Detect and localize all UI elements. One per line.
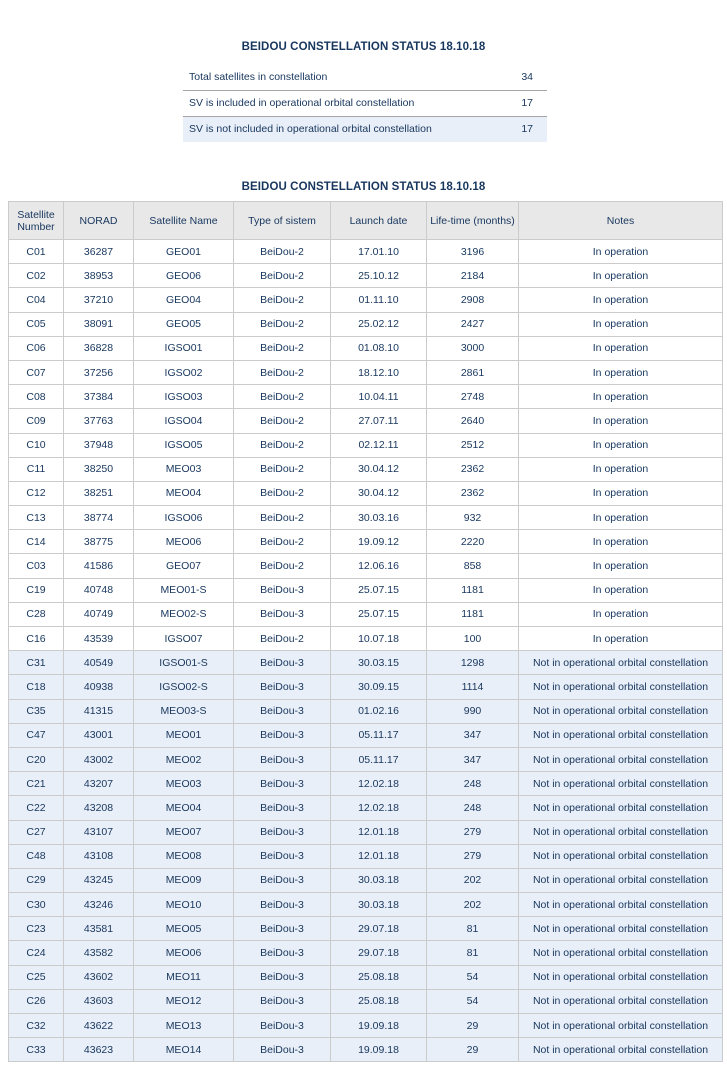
cell-satellite-number: C27 [9, 820, 64, 844]
cell-life-time-months: 2362 [427, 457, 519, 481]
cell-launch-date: 02.12.11 [331, 433, 427, 457]
cell-norad: 38251 [64, 481, 134, 505]
cell-satellite-name: MEO02-S [134, 602, 234, 626]
cell-type-of-system: BeiDou-2 [234, 530, 331, 554]
cell-satellite-number: C12 [9, 481, 64, 505]
cell-norad: 43002 [64, 747, 134, 771]
cell-notes: In operation [519, 264, 723, 288]
cell-notes: Not in operational orbital constellation [519, 989, 723, 1013]
cell-satellite-number: C23 [9, 917, 64, 941]
cell-life-time-months: 202 [427, 893, 519, 917]
cell-satellite-number: C10 [9, 433, 64, 457]
summary-row-value: 17 [521, 97, 533, 109]
cell-life-time-months: 2861 [427, 360, 519, 384]
summary-row-label: SV is included in operational orbital constellation [189, 97, 415, 109]
cell-notes: In operation [519, 530, 723, 554]
table-row [9, 699, 723, 723]
table-row [9, 989, 723, 1013]
table-row [9, 457, 723, 481]
cell-satellite-name: IGSO06 [134, 506, 234, 530]
cell-life-time-months: 1298 [427, 651, 519, 675]
cell-norad: 38774 [64, 506, 134, 530]
cell-satellite-name: MEO09 [134, 868, 234, 892]
cell-satellite-number: C48 [9, 844, 64, 868]
cell-life-time-months: 2908 [427, 288, 519, 312]
cell-norad: 37210 [64, 288, 134, 312]
cell-launch-date: 05.11.17 [331, 723, 427, 747]
cell-launch-date: 30.03.15 [331, 651, 427, 675]
cell-type-of-system: BeiDou-2 [234, 288, 331, 312]
cell-life-time-months: 347 [427, 747, 519, 771]
cell-norad: 43623 [64, 1038, 134, 1062]
cell-life-time-months: 29 [427, 1014, 519, 1038]
cell-type-of-system: BeiDou-2 [234, 627, 331, 651]
cell-satellite-number: C28 [9, 602, 64, 626]
cell-launch-date: 12.01.18 [331, 820, 427, 844]
cell-type-of-system: BeiDou-3 [234, 965, 331, 989]
cell-type-of-system: BeiDou-3 [234, 868, 331, 892]
cell-notes: Not in operational orbital constellation [519, 844, 723, 868]
cell-life-time-months: 2362 [427, 481, 519, 505]
cell-norad: 43603 [64, 989, 134, 1013]
cell-satellite-name: MEO11 [134, 965, 234, 989]
summary-row [183, 116, 547, 142]
cell-satellite-name: MEO04 [134, 481, 234, 505]
cell-satellite-name: GEO06 [134, 264, 234, 288]
cell-satellite-name: IGSO04 [134, 409, 234, 433]
cell-life-time-months: 2640 [427, 409, 519, 433]
cell-satellite-name: IGSO05 [134, 433, 234, 457]
summary-row [183, 64, 547, 90]
cell-launch-date: 19.09.12 [331, 530, 427, 554]
cell-type-of-system: BeiDou-2 [234, 481, 331, 505]
cell-satellite-name: MEO06 [134, 530, 234, 554]
cell-notes: In operation [519, 457, 723, 481]
cell-launch-date: 30.09.15 [331, 675, 427, 699]
cell-satellite-name: MEO04 [134, 796, 234, 820]
table-row [9, 917, 723, 941]
cell-life-time-months: 248 [427, 772, 519, 796]
cell-satellite-name: IGSO07 [134, 627, 234, 651]
cell-notes: Not in operational orbital constellation [519, 747, 723, 771]
cell-type-of-system: BeiDou-2 [234, 409, 331, 433]
cell-launch-date: 10.04.11 [331, 385, 427, 409]
cell-type-of-system: BeiDou-2 [234, 385, 331, 409]
table-row [9, 506, 723, 530]
cell-launch-date: 27.07.11 [331, 409, 427, 433]
cell-satellite-name: MEO01-S [134, 578, 234, 602]
table-row [9, 481, 723, 505]
summary-row-value: 17 [521, 123, 533, 136]
cell-type-of-system: BeiDou-3 [234, 651, 331, 675]
cell-notes: In operation [519, 602, 723, 626]
column-header-launch-date: Launch date [331, 202, 427, 240]
cell-satellite-number: C04 [9, 288, 64, 312]
cell-norad: 43207 [64, 772, 134, 796]
cell-satellite-number: C03 [9, 554, 64, 578]
cell-launch-date: 01.08.10 [331, 336, 427, 360]
cell-satellite-number: C32 [9, 1014, 64, 1038]
table-row [9, 385, 723, 409]
cell-type-of-system: BeiDou-3 [234, 893, 331, 917]
cell-life-time-months: 3000 [427, 336, 519, 360]
table-row [9, 844, 723, 868]
cell-type-of-system: BeiDou-3 [234, 602, 331, 626]
cell-notes: In operation [519, 554, 723, 578]
cell-satellite-name: MEO01 [134, 723, 234, 747]
summary-row-label: SV is not included in operational orbital constellation [189, 123, 432, 136]
cell-satellite-name: MEO06 [134, 941, 234, 965]
cell-notes: In operation [519, 627, 723, 651]
cell-type-of-system: BeiDou-2 [234, 264, 331, 288]
summary-table-body [183, 64, 547, 142]
cell-norad: 40549 [64, 651, 134, 675]
cell-satellite-name: MEO03 [134, 457, 234, 481]
cell-satellite-number: C20 [9, 747, 64, 771]
cell-satellite-number: C26 [9, 989, 64, 1013]
cell-norad: 38091 [64, 312, 134, 336]
cell-norad: 43108 [64, 844, 134, 868]
cell-norad: 43246 [64, 893, 134, 917]
table-row [9, 796, 723, 820]
table-row [9, 288, 723, 312]
table-row [9, 602, 723, 626]
cell-norad: 36828 [64, 336, 134, 360]
cell-type-of-system: BeiDou-3 [234, 747, 331, 771]
cell-life-time-months: 1181 [427, 602, 519, 626]
cell-launch-date: 25.07.15 [331, 602, 427, 626]
cell-notes: Not in operational orbital constellation [519, 868, 723, 892]
cell-life-time-months: 202 [427, 868, 519, 892]
cell-life-time-months: 3196 [427, 240, 519, 264]
summary-title: BEIDOU CONSTELLATION STATUS 18.10.18 [241, 41, 486, 53]
cell-type-of-system: BeiDou-2 [234, 506, 331, 530]
cell-satellite-number: C24 [9, 941, 64, 965]
cell-satellite-number: C19 [9, 578, 64, 602]
cell-satellite-number: C07 [9, 360, 64, 384]
cell-type-of-system: BeiDou-2 [234, 433, 331, 457]
cell-type-of-system: BeiDou-3 [234, 941, 331, 965]
cell-notes: Not in operational orbital constellation [519, 1038, 723, 1062]
cell-notes: Not in operational orbital constellation [519, 651, 723, 675]
cell-norad: 43602 [64, 965, 134, 989]
cell-life-time-months: 1114 [427, 675, 519, 699]
cell-satellite-name: MEO02 [134, 747, 234, 771]
table-row [9, 723, 723, 747]
cell-norad: 43107 [64, 820, 134, 844]
cell-norad: 37763 [64, 409, 134, 433]
cell-life-time-months: 347 [427, 723, 519, 747]
cell-life-time-months: 54 [427, 989, 519, 1013]
cell-satellite-number: C21 [9, 772, 64, 796]
cell-norad: 43581 [64, 917, 134, 941]
cell-norad: 37948 [64, 433, 134, 457]
cell-life-time-months: 858 [427, 554, 519, 578]
cell-norad: 38953 [64, 264, 134, 288]
cell-satellite-number: C29 [9, 868, 64, 892]
table-row [9, 747, 723, 771]
cell-life-time-months: 81 [427, 941, 519, 965]
cell-norad: 40748 [64, 578, 134, 602]
column-header-satellite-name: Satellite Name [134, 202, 234, 240]
table-row [9, 893, 723, 917]
cell-notes: Not in operational orbital constellation [519, 772, 723, 796]
cell-launch-date: 25.08.18 [331, 989, 427, 1013]
cell-type-of-system: BeiDou-3 [234, 844, 331, 868]
cell-launch-date: 01.02.16 [331, 699, 427, 723]
cell-notes: Not in operational orbital constellation [519, 675, 723, 699]
column-header-satellite-number: Satellite Number [9, 202, 64, 240]
cell-notes: In operation [519, 312, 723, 336]
cell-life-time-months: 2184 [427, 264, 519, 288]
cell-norad: 37256 [64, 360, 134, 384]
cell-satellite-name: MEO13 [134, 1014, 234, 1038]
constellation-table-body [9, 240, 723, 1062]
cell-life-time-months: 29 [427, 1038, 519, 1062]
table-row [9, 578, 723, 602]
cell-satellite-number: C16 [9, 627, 64, 651]
cell-satellite-number: C31 [9, 651, 64, 675]
cell-notes: In operation [519, 433, 723, 457]
cell-launch-date: 10.07.18 [331, 627, 427, 651]
cell-type-of-system: BeiDou-3 [234, 772, 331, 796]
cell-life-time-months: 2427 [427, 312, 519, 336]
cell-norad: 43622 [64, 1014, 134, 1038]
cell-type-of-system: BeiDou-2 [234, 240, 331, 264]
cell-satellite-number: C13 [9, 506, 64, 530]
cell-satellite-name: MEO12 [134, 989, 234, 1013]
cell-satellite-name: MEO05 [134, 917, 234, 941]
cell-norad: 38775 [64, 530, 134, 554]
cell-launch-date: 12.02.18 [331, 796, 427, 820]
table-row [9, 627, 723, 651]
cell-notes: Not in operational orbital constellation [519, 941, 723, 965]
cell-launch-date: 12.06.16 [331, 554, 427, 578]
cell-satellite-number: C18 [9, 675, 64, 699]
summary-table [183, 64, 547, 142]
cell-notes: Not in operational orbital constellation [519, 917, 723, 941]
cell-satellite-number: C47 [9, 723, 64, 747]
cell-life-time-months: 2748 [427, 385, 519, 409]
cell-launch-date: 19.09.18 [331, 1014, 427, 1038]
cell-notes: In operation [519, 506, 723, 530]
cell-satellite-name: IGSO03 [134, 385, 234, 409]
cell-norad: 37384 [64, 385, 134, 409]
cell-life-time-months: 81 [427, 917, 519, 941]
cell-notes: In operation [519, 336, 723, 360]
cell-satellite-number: C11 [9, 457, 64, 481]
cell-launch-date: 05.11.17 [331, 747, 427, 771]
cell-launch-date: 30.03.18 [331, 868, 427, 892]
cell-notes: Not in operational orbital constellation [519, 1014, 723, 1038]
cell-notes: In operation [519, 240, 723, 264]
cell-launch-date: 30.03.16 [331, 506, 427, 530]
cell-launch-date: 25.07.15 [331, 578, 427, 602]
table-row [9, 965, 723, 989]
cell-life-time-months: 279 [427, 820, 519, 844]
cell-life-time-months: 932 [427, 506, 519, 530]
cell-satellite-number: C08 [9, 385, 64, 409]
cell-type-of-system: BeiDou-3 [234, 675, 331, 699]
cell-launch-date: 30.04.12 [331, 457, 427, 481]
table-row [9, 409, 723, 433]
cell-type-of-system: BeiDou-2 [234, 457, 331, 481]
cell-norad: 43001 [64, 723, 134, 747]
cell-life-time-months: 279 [427, 844, 519, 868]
cell-satellite-name: IGSO02 [134, 360, 234, 384]
cell-launch-date: 12.02.18 [331, 772, 427, 796]
cell-type-of-system: BeiDou-2 [234, 336, 331, 360]
cell-norad: 40749 [64, 602, 134, 626]
cell-satellite-number: C35 [9, 699, 64, 723]
cell-type-of-system: BeiDou-3 [234, 796, 331, 820]
cell-norad: 38250 [64, 457, 134, 481]
column-header-norad: NORAD [64, 202, 134, 240]
cell-type-of-system: BeiDou-3 [234, 820, 331, 844]
main-table-title: BEIDOU CONSTELLATION STATUS 18.10.18 [241, 181, 486, 193]
cell-satellite-number: C01 [9, 240, 64, 264]
cell-satellite-name: GEO04 [134, 288, 234, 312]
cell-satellite-number: C25 [9, 965, 64, 989]
cell-satellite-name: IGSO01-S [134, 651, 234, 675]
cell-life-time-months: 2220 [427, 530, 519, 554]
cell-norad: 41315 [64, 699, 134, 723]
cell-launch-date: 18.12.10 [331, 360, 427, 384]
table-row [9, 675, 723, 699]
cell-notes: In operation [519, 288, 723, 312]
summary-row [183, 90, 547, 116]
cell-norad: 36287 [64, 240, 134, 264]
cell-life-time-months: 100 [427, 627, 519, 651]
cell-satellite-name: MEO14 [134, 1038, 234, 1062]
summary-row-value: 34 [521, 70, 533, 83]
cell-satellite-number: C22 [9, 796, 64, 820]
table-header-row [9, 202, 723, 240]
cell-notes: Not in operational orbital constellation [519, 723, 723, 747]
table-row [9, 433, 723, 457]
cell-type-of-system: BeiDou-3 [234, 699, 331, 723]
cell-norad: 43539 [64, 627, 134, 651]
table-row [9, 820, 723, 844]
cell-life-time-months: 2512 [427, 433, 519, 457]
column-header-life-time-months: Life-time (months) [427, 202, 519, 240]
cell-type-of-system: BeiDou-3 [234, 1014, 331, 1038]
table-row [9, 360, 723, 384]
table-row [9, 868, 723, 892]
cell-launch-date: 29.07.18 [331, 917, 427, 941]
cell-satellite-name: GEO07 [134, 554, 234, 578]
cell-notes: In operation [519, 409, 723, 433]
cell-launch-date: 12.01.18 [331, 844, 427, 868]
cell-notes: In operation [519, 578, 723, 602]
cell-notes: Not in operational orbital constellation [519, 820, 723, 844]
cell-norad: 40938 [64, 675, 134, 699]
cell-life-time-months: 248 [427, 796, 519, 820]
table-row [9, 651, 723, 675]
cell-life-time-months: 990 [427, 699, 519, 723]
cell-launch-date: 25.08.18 [331, 965, 427, 989]
cell-type-of-system: BeiDou-2 [234, 360, 331, 384]
cell-norad: 43582 [64, 941, 134, 965]
table-row [9, 336, 723, 360]
cell-satellite-name: MEO08 [134, 844, 234, 868]
cell-satellite-number: C33 [9, 1038, 64, 1062]
cell-launch-date: 25.10.12 [331, 264, 427, 288]
cell-satellite-name: MEO03 [134, 772, 234, 796]
table-row [9, 941, 723, 965]
cell-notes: In operation [519, 360, 723, 384]
column-header-type-of-system: Type of sistem [234, 202, 331, 240]
cell-notes: In operation [519, 385, 723, 409]
cell-launch-date: 29.07.18 [331, 941, 427, 965]
cell-launch-date: 30.03.18 [331, 893, 427, 917]
cell-norad: 41586 [64, 554, 134, 578]
cell-norad: 43245 [64, 868, 134, 892]
cell-type-of-system: BeiDou-3 [234, 989, 331, 1013]
cell-satellite-name: MEO07 [134, 820, 234, 844]
cell-launch-date: 25.02.12 [331, 312, 427, 336]
cell-type-of-system: BeiDou-3 [234, 917, 331, 941]
cell-life-time-months: 54 [427, 965, 519, 989]
cell-satellite-name: MEO03-S [134, 699, 234, 723]
constellation-table [8, 201, 723, 1062]
table-row [9, 264, 723, 288]
cell-norad: 43208 [64, 796, 134, 820]
cell-type-of-system: BeiDou-3 [234, 1038, 331, 1062]
table-row [9, 312, 723, 336]
cell-launch-date: 17.01.10 [331, 240, 427, 264]
table-row [9, 1014, 723, 1038]
cell-satellite-name: IGSO01 [134, 336, 234, 360]
table-row [9, 1038, 723, 1062]
table-row [9, 530, 723, 554]
cell-satellite-number: C02 [9, 264, 64, 288]
cell-notes: In operation [519, 481, 723, 505]
cell-notes: Not in operational orbital constellation [519, 893, 723, 917]
cell-satellite-name: GEO05 [134, 312, 234, 336]
table-row [9, 554, 723, 578]
table-row [9, 772, 723, 796]
cell-satellite-name: IGSO02-S [134, 675, 234, 699]
cell-type-of-system: BeiDou-2 [234, 554, 331, 578]
cell-launch-date: 01.11.10 [331, 288, 427, 312]
summary-row-label: Total satellites in constellation [189, 70, 328, 83]
cell-satellite-number: C30 [9, 893, 64, 917]
cell-satellite-name: GEO01 [134, 240, 234, 264]
table-row [9, 240, 723, 264]
cell-satellite-number: C14 [9, 530, 64, 554]
cell-life-time-months: 1181 [427, 578, 519, 602]
cell-launch-date: 19.09.18 [331, 1038, 427, 1062]
cell-notes: Not in operational orbital constellation [519, 796, 723, 820]
cell-type-of-system: BeiDou-2 [234, 312, 331, 336]
cell-satellite-name: MEO10 [134, 893, 234, 917]
cell-satellite-number: C06 [9, 336, 64, 360]
cell-satellite-number: C05 [9, 312, 64, 336]
cell-notes: Not in operational orbital constellation [519, 699, 723, 723]
cell-satellite-number: C09 [9, 409, 64, 433]
column-header-notes: Notes [519, 202, 723, 240]
cell-notes: Not in operational orbital constellation [519, 965, 723, 989]
cell-launch-date: 30.04.12 [331, 481, 427, 505]
cell-type-of-system: BeiDou-3 [234, 578, 331, 602]
cell-type-of-system: BeiDou-3 [234, 723, 331, 747]
